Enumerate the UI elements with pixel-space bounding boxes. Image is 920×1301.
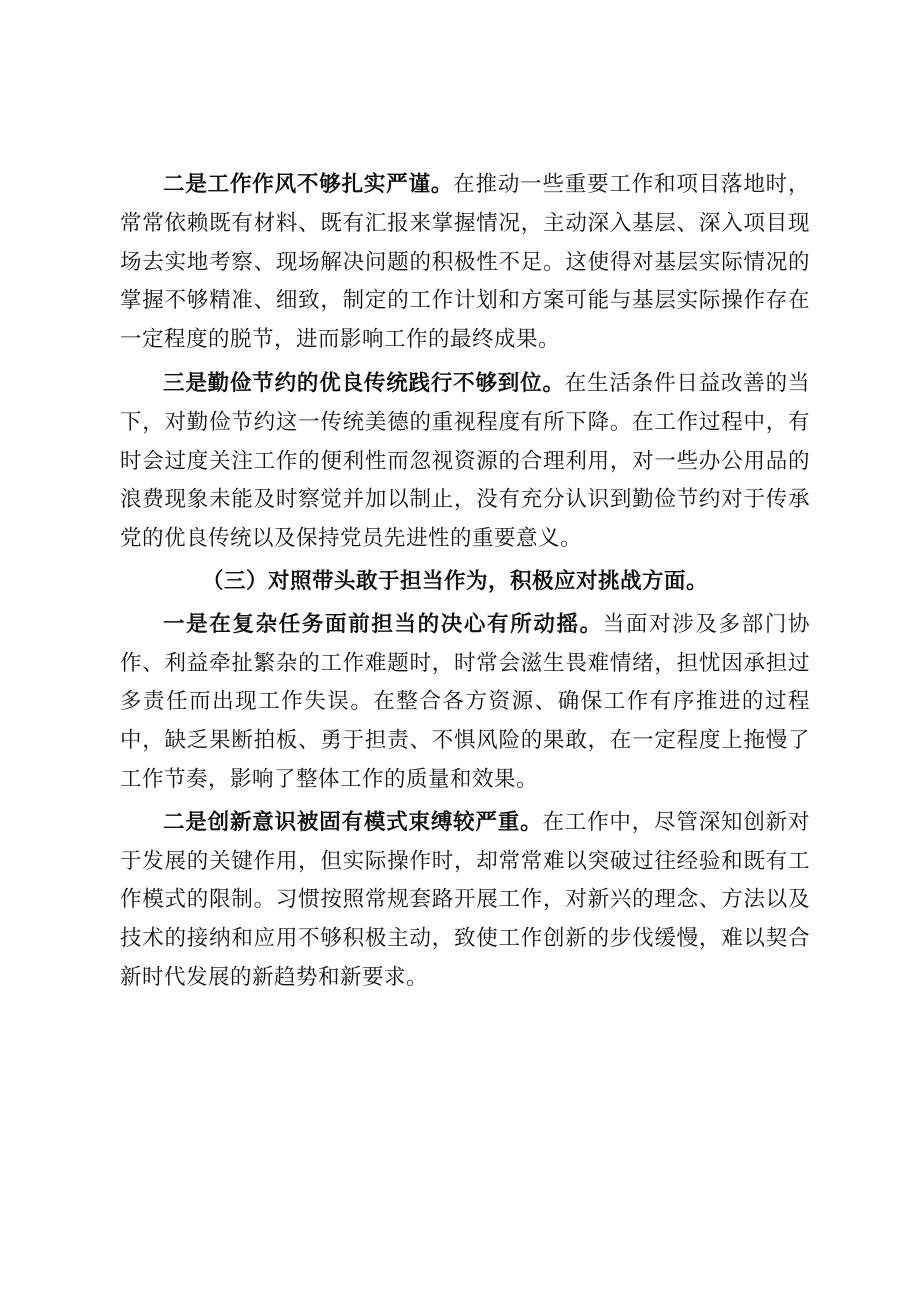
paragraph-frugality	[120, 365, 810, 559]
paragraph-lead: 一是在复杂任务面前担当的决心有所动摇。	[163, 611, 603, 637]
paragraph-work-style	[120, 166, 810, 360]
paragraph-text: 当面对涉及多部门协作、利益牵扯繁杂的工作难题时，时常会滋生畏难情绪，担忧因承担过多责任而出现工作失误。在整合各方资源、确保工作有序推进的过程中，缺乏果断拍板、勇于担责、不惧风险的果敢，在一定程度上拖慢了工作节奏，影响了整体工作的质量和效果。	[120, 611, 810, 792]
section-heading: （三）对照带头敢于担当作为，积极应对挑战方面。	[202, 568, 709, 594]
paragraph-responsibility	[120, 606, 810, 800]
paragraph-text: 在生活条件日益改善的当下，对勤俭节约这一传统美德的重视程度有所下降。在工作过程中，有时会过度关注工作的便利性而忽视资源的合理利用，对一些办公用品的浪费现象未能及时察觉并加以制止，没有充分认识到勤俭节约对于传承党的优良传统以及保持党员先进性的重要意义。	[120, 370, 810, 552]
document-body	[120, 166, 810, 998]
paragraph-lead: 二是创新意识被固有模式束缚较严重。	[163, 809, 543, 835]
paragraph-lead: 三是勤俭节约的优良传统践行不够到位。	[163, 370, 565, 396]
paragraph-text: 在推动一些重要工作和项目落地时，常常依赖既有材料、既有汇报来掌握情况，主动深入基层、深入项目现场去实地考察、现场解决问题的积极性不足。这使得对基层实际情况的掌握不够精准、细致，制定的工作计划和方案可能与基层实际操作存在一定程度的脱节，进而影响工作的最终成果。	[120, 172, 810, 353]
paragraph-text: 在工作中，尽管深知创新对于发展的关键作用，但实际操作时，却常常难以突破过往经验和既有工作模式的限制。习惯按照常规套路开展工作，对新兴的理念、方法以及技术的接纳和应用不够积极主动，致使工作创新的步伐缓慢，难以契合新时代发展的新趋势和新要求。	[120, 809, 810, 990]
paragraph-lead: 二是工作作风不够扎实严谨。	[163, 172, 454, 197]
paragraph-innovation	[120, 804, 810, 998]
